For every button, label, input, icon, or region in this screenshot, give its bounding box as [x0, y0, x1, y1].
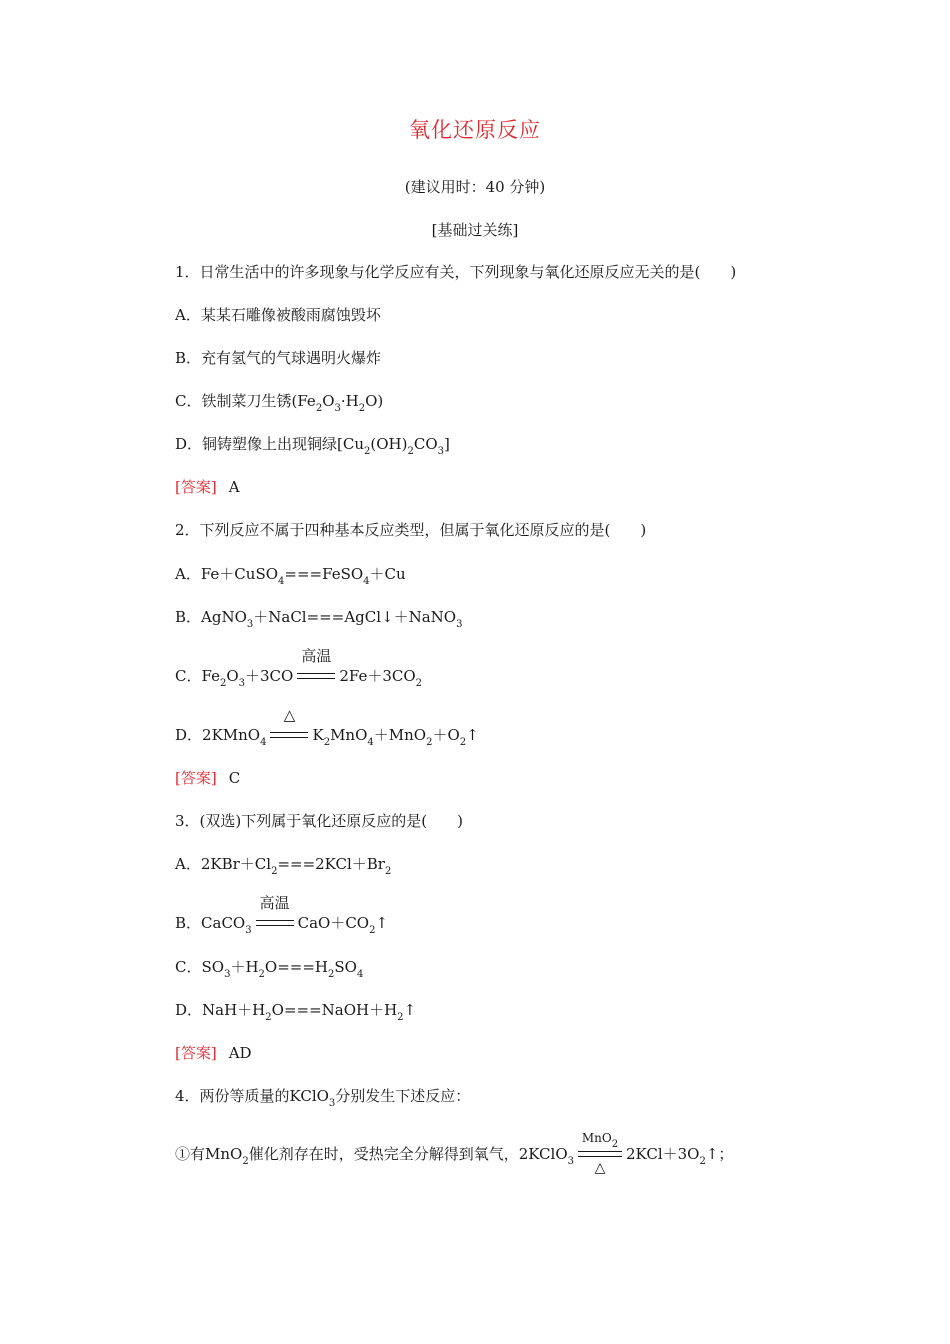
q1-option-c: C．铁制菜刀生锈$(Fe_2O_3\cdot H_2O)$: [175, 392, 384, 414]
q1-answer: [175, 476, 240, 498]
option-label: B．: [175, 914, 202, 932]
reaction-condition: 高温: [252, 912, 298, 934]
option-label: B．: [175, 608, 202, 626]
reaction-condition: △: [266, 724, 312, 746]
q1-option-d: D．铜铸塑像上出现铜绿$[Cu_2(OH)_2CO_3]$: [175, 435, 450, 457]
q3-option-d: D．$NaH+H_2O===NaOH+H_2↑$: [175, 1001, 417, 1023]
option-label: D．: [175, 1001, 203, 1019]
answer-label: [答案]: [175, 1044, 217, 1062]
reaction-condition: MnO$_2$ △: [574, 1143, 626, 1165]
q3-option-c: C．$SO_3+H_2O===H_2SO_4$: [175, 958, 364, 980]
q3-option-a: A．$2KBr+Cl_2===2KCl+Br_2$: [175, 855, 392, 877]
q4-stem: 4．两份等质量的KClO$_3$分别发生下述反应：: [175, 1087, 471, 1109]
q2-option-d: D．2KMnO$_4$ △ $K_2MnO_4+MnO_2+O_2↑$: [175, 706, 479, 748]
q2-stem: 2．下列反应不属于四种基本反应类型，但属于氧化还原反应的是( ): [175, 521, 647, 539]
q1-option-b: [175, 347, 381, 369]
option-label: A．: [175, 306, 201, 324]
option-label: D．: [175, 435, 203, 453]
option-text: 充有氢气的气球遇明火爆炸: [201, 349, 382, 367]
reaction-condition: 高温: [293, 665, 339, 687]
answer-value: C: [228, 769, 241, 787]
option-text: 某某石雕像被酸雨腐蚀毁坏: [200, 306, 381, 324]
time-hint: (建议用时：40 分钟): [404, 178, 546, 196]
q2-option-b: B．AgNO$_3$＋NaCl===AgCl↓＋NaNO$_3$: [175, 608, 463, 630]
q3-stem: 3．(双选)下列属于氧化还原反应的是( ): [175, 812, 463, 830]
section-heading: [基础过关练]: [431, 221, 519, 239]
q4-reaction-1: ①有MnO$_2$催化剂存在时，受热完全分解得到氧气，2KClO$_3$ MnO$_2$ △ $2KCl+3O_2↑$；: [175, 1131, 734, 1176]
answer-label: [答案]: [175, 769, 217, 787]
q2-answer: [175, 767, 240, 789]
answer-value: AD: [228, 1044, 252, 1062]
q3-answer: [175, 1042, 252, 1064]
q3-option-b: B．CaCO$_3$ 高温 $CaO+CO_2↑$: [175, 894, 389, 936]
page-title: 氧化还原反应: [409, 118, 541, 142]
q2-option-a: A．Fe＋CuSO$_4$===FeSO$_4$＋Cu: [175, 565, 406, 587]
answer-label: [答案]: [175, 478, 217, 496]
option-label: C．: [175, 667, 202, 685]
option-label: A．: [175, 855, 201, 873]
answer-value: A: [228, 478, 240, 496]
option-label: C．: [175, 392, 202, 410]
option-label: D．: [175, 726, 203, 744]
option-label: A．: [175, 565, 201, 583]
option-label: B．: [175, 349, 202, 367]
q2-option-c: C．$Fe_2O_3+3CO$ 高温 $2Fe+3CO_2$: [175, 647, 423, 689]
q1-stem: 1．日常生活中的许多现象与化学反应有关，下列现象与氧化还原反应无关的是( ): [175, 263, 737, 281]
q1-option-a: [175, 304, 381, 326]
option-label: C．: [175, 958, 202, 976]
